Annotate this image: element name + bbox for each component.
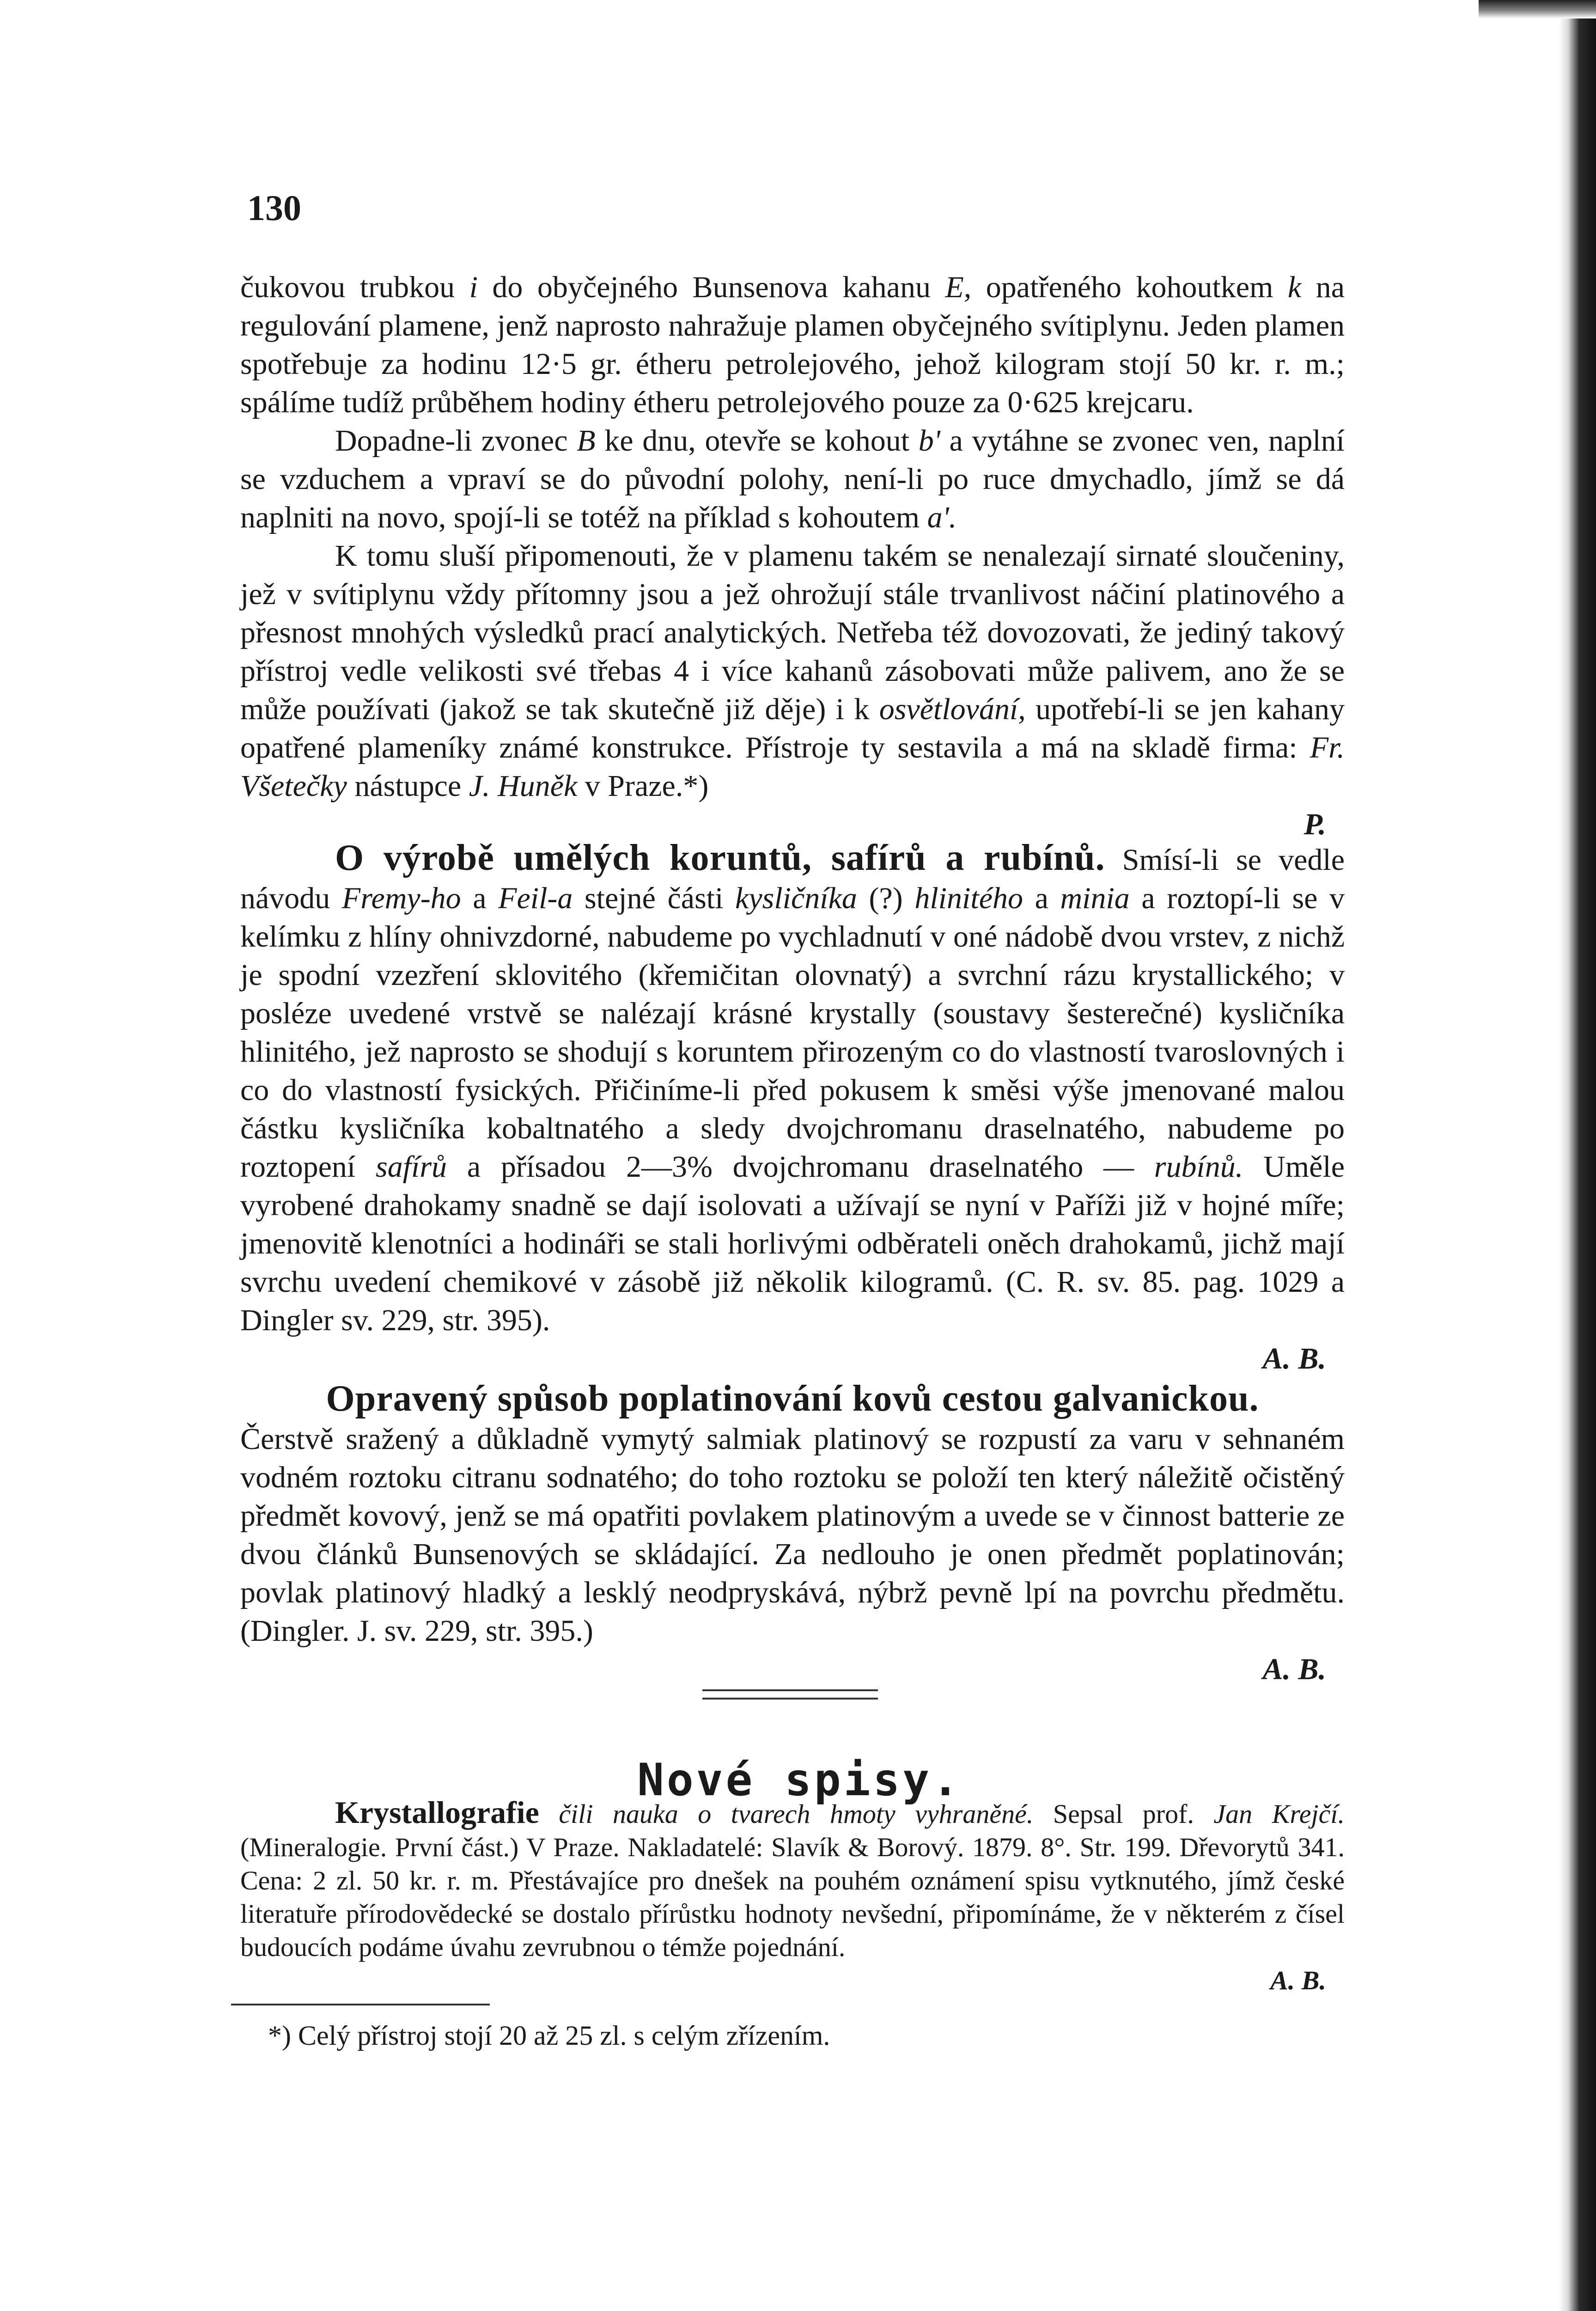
text-run-italic: k bbox=[1287, 270, 1302, 304]
text-run-italic: B bbox=[577, 424, 596, 458]
text-run: a bbox=[461, 881, 499, 915]
text-run: čukovou trubkou bbox=[240, 270, 469, 304]
book-subtitle: čili nauka o tvarech hmoty vyhraněné. bbox=[539, 1799, 1034, 1829]
text-run: Sepsal prof. bbox=[1033, 1799, 1214, 1829]
section-platinovani bbox=[240, 1380, 1345, 1688]
text-run: Smísí-li se vedle návodu bbox=[240, 843, 1345, 915]
text-run: upotřebí-li se jen kahany opatřené plameníky známé konstrukce. Přístroje ty sestavila a má na skladě firma: bbox=[240, 692, 1345, 764]
text-run-italic: kysličníka bbox=[735, 881, 857, 915]
section-krystallografie bbox=[240, 1796, 1345, 1997]
text-run: a přísadou 2—3% dvojchromanu draselnatého — bbox=[447, 1150, 1154, 1184]
text-run: na regulování plamene, jenž naprosto nahražuje plamen obyčejného svítiplynu. Jeden plamen spotřebuje za hodinu 12·5 gr. étheru petrolejového, jehož kilogram stojí 50 kr. r. m.; spálíme tudíž průběhem hodiny étheru petrolejového pouze za 0·625 krejcaru. bbox=[240, 270, 1345, 419]
text-run-italic: i bbox=[469, 270, 478, 304]
paragraph-1 bbox=[240, 268, 1345, 422]
section-divider bbox=[702, 1689, 878, 1700]
text-run-italic: hlinitého bbox=[914, 881, 1023, 915]
signature: A. B. bbox=[1262, 1342, 1326, 1376]
text-run: Uměle vyrobené drahokamy snadně se dají isolovati a užívají se nyní v Paříži již v hojné míře; jmenovitě klenotníci a hodináři se stali horlivými odběrateli oněch drahokamů, jichž mají svrchu uvedení chemikové v zásobě již několik kilogramů. (C. R. sv. 85. pag. 1029 a Dingler sv. 229, str. 395). bbox=[240, 1150, 1345, 1337]
text-run: a bbox=[1023, 881, 1060, 915]
page-number: 130 bbox=[247, 188, 301, 228]
text-run: a roztopí-li se v kelímku z hlíny ohnivzdorné, nabudeme po vychladnutí v oné nádobě dvou vrstev, z nichž je spodní vzezření sklovitého (křemičitan olovnatý) a svrchní rázu krystallického; v posléze uvedené vrstvě se nalézají krásné krystally (soustavy šesterečné) kysličníka hlinitého, jež naprosto se shodují s koruntem přirozeným co do vlastností tvaroslovných i co do vlastností fysických. Přičiníme-li před pokusem k směsi výše jmenované malou částku kysličníka kobaltnatého a sledy dvojchromanu draselnatého, nabudeme po roztopení bbox=[240, 881, 1345, 1184]
section-kahan bbox=[240, 268, 1345, 844]
text-run: Dopadne-li zvonec bbox=[335, 424, 577, 458]
signature: A. B. bbox=[1270, 1965, 1326, 1995]
paragraph-3 bbox=[240, 537, 1345, 805]
text-run: do obyčejného Bunsenova kahanu bbox=[477, 270, 945, 304]
text-run: stejné části bbox=[573, 881, 736, 915]
text-run: nástupce bbox=[347, 769, 469, 803]
book-author: Jan Krejčí. bbox=[1213, 1799, 1345, 1829]
text-run-italic: b' bbox=[918, 424, 940, 458]
footnote-rule bbox=[231, 2004, 490, 2005]
text-run-italic: minia bbox=[1060, 881, 1130, 915]
text-run: v Praze.*) bbox=[577, 769, 709, 803]
text-run: ke dnu, otevře se kohout bbox=[595, 424, 919, 458]
text-run-italic: Feil-a bbox=[498, 881, 573, 915]
text-run: opatřeného kohoutkem bbox=[971, 270, 1288, 304]
paragraph-platinovani: Čerstvě sražený a důkladně vymytý salmiak platinový se rozpustí za varu v sehnaném vodném roztoku citranu sodnatého; do toho roztoku se položí ten který náležitě očistěný předmět kovový, jenž se má opatřiti povlakem platinovým a uvede se v činnost batterie ze dvou článků Bunsenových se skládající. Za nedlouho je onen předmět poplatinován; povlak platinový hladký a lesklý neodpryskává, nýbrž pevně lpí na povrchu předmětu. (Dingler. J. sv. 229, str. 395.) bbox=[240, 1422, 1345, 1648]
text-run-italic: E, bbox=[945, 270, 972, 304]
text-run-italic: Fremy-ho bbox=[341, 881, 461, 915]
scan-edge-top bbox=[1479, 0, 1596, 18]
paragraph-2 bbox=[240, 422, 1345, 537]
text-run-italic: J. Huněk bbox=[469, 769, 578, 803]
footnote: *) Celý přístroj stojí 20 až 25 zl. s celým zřízením. bbox=[268, 2020, 830, 2051]
paragraph-krystallografie bbox=[240, 1796, 1345, 1964]
section-title: O výrobě umělých koruntů, safírů a rubínů. bbox=[335, 838, 1105, 878]
heading-nove-spisy: Nové spisy. bbox=[637, 1754, 962, 1806]
section-title: Opravený spůsob poplatinování kovů cestou galvanickou. bbox=[326, 1378, 1259, 1419]
section-title-line bbox=[240, 1380, 1345, 1420]
text-run-italic: safírů bbox=[376, 1150, 447, 1184]
paragraph-korunty bbox=[240, 839, 1345, 1339]
text-run: (Mineralogie. První část.) V Praze. Nakladatelé: Slavík & Borový. 1879. 8°. Str. 199. Dřevorytů 341. Cena: 2 zl. 50 kr. r. m. Přestávajíce pro dnešek na pouhém oznámení spisu vytknutého, jímž české literatuře přírodovědecké se dostalo přírůstku hodnoty nevšední, připomínáme, že v některém z čísel budoucích podáme úvahu zevrubnou o témže pojednání. bbox=[240, 1832, 1345, 1962]
text-run: (?) bbox=[857, 881, 915, 915]
text-run-italic: rubínů. bbox=[1154, 1150, 1243, 1184]
scan-edge-shadow bbox=[1559, 0, 1596, 2311]
text-run: a vytáhne se zvonec ven, naplní se vzduchem a vpraví se do původní polohy, není-li po ruce dmychadlo, jímž se dá naplniti na novo, spojí-li se totéž na příklad s kohoutem bbox=[240, 424, 1345, 534]
book-title: Krystallografie bbox=[335, 1795, 539, 1830]
section-korunty bbox=[240, 839, 1345, 1378]
signature: A. B. bbox=[1262, 1652, 1326, 1686]
text-run-italic: osvětlování, bbox=[879, 692, 1026, 726]
text-run: K tomu sluší připomenouti, že v plamenu takém se nenalezají sirnaté sloučeniny, jež v svítiplynu vždy přítomny jsou a jež ohrožují stále trvanlivost náčiní platinového a přesnost mnohých výsledků prací analytických. Netřeba též dovozovati, že jediný takový přístroj vedle velikosti své třebas 4 i více kahanů zásobovati může palivem, ano že se může používati (jakož se tak skutečně již děje) i k bbox=[240, 539, 1345, 726]
text-run-italic: a'. bbox=[927, 501, 957, 534]
signature: P. bbox=[1304, 807, 1326, 841]
text-run-italic: Fr. Všetečky bbox=[240, 731, 1345, 803]
